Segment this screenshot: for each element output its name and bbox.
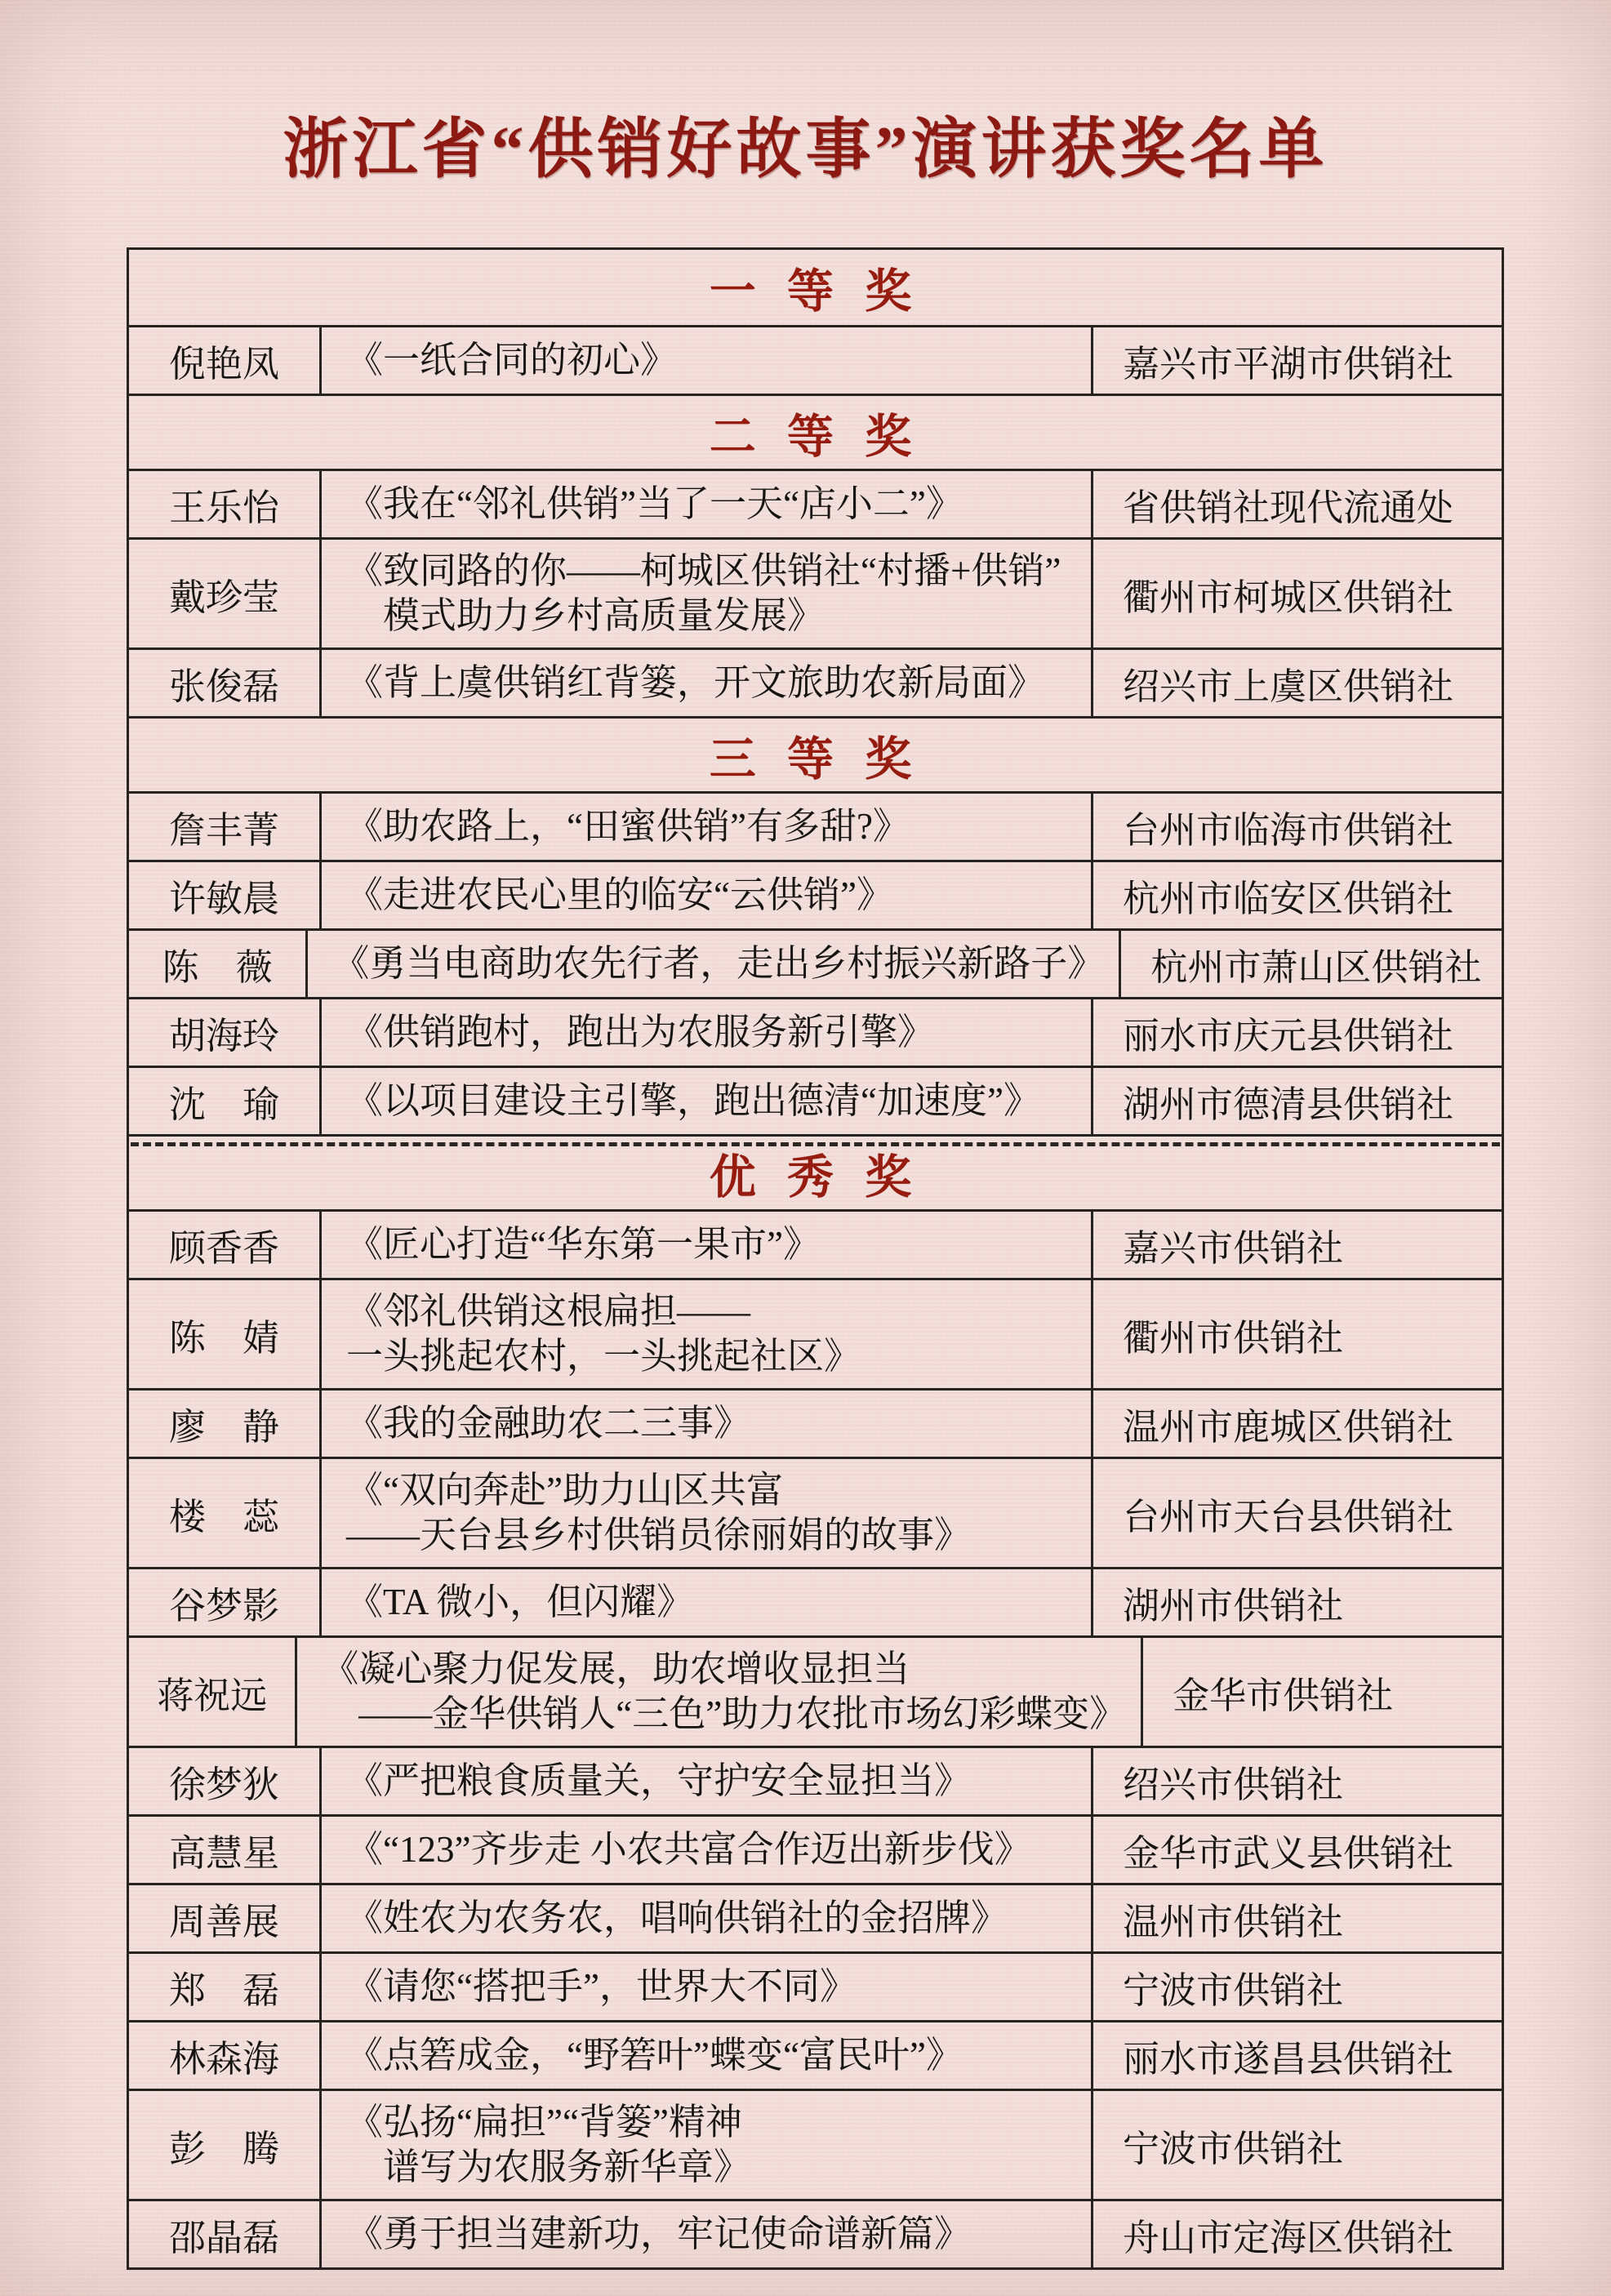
organization: 省供销社现代流通处 xyxy=(1123,487,1454,528)
award-row xyxy=(129,1567,1502,1635)
speech-title xyxy=(322,1391,1093,1457)
speech-title-line: 《勇当电商助农先行者，走出乡村振兴新路子》 xyxy=(332,943,1105,984)
award-row xyxy=(129,928,1502,997)
award-row xyxy=(129,997,1502,1066)
winner-name: 王乐怡 xyxy=(129,471,322,537)
speech-title-line: 《“123”齐步走 小农共富合作迈出新步伐》 xyxy=(346,1829,1031,1870)
winner-name: 彭 腾 xyxy=(129,2091,322,2199)
award-row xyxy=(129,1209,1502,1278)
speech-title xyxy=(322,1068,1093,1134)
awards-table xyxy=(127,247,1504,2270)
speech-title xyxy=(322,1748,1093,1814)
organization: 宁波市供销社 xyxy=(1123,2128,1344,2169)
winner-name: 沈 瑜 xyxy=(129,1068,322,1134)
organization: 丽水市庆元县供销社 xyxy=(1123,1016,1454,1057)
section-label: 三 等 奖 xyxy=(709,733,922,785)
winner-name: 陈 薇 xyxy=(129,931,308,997)
speech-title xyxy=(322,650,1093,716)
speech-title-line: 《致同路的你——柯城区供销社“村播+供销” xyxy=(346,550,1061,591)
winner-name: 郑 磊 xyxy=(129,1954,322,2020)
speech-title xyxy=(322,1817,1093,1883)
organization: 杭州市临安区供销社 xyxy=(1123,879,1454,919)
award-row xyxy=(129,791,1502,860)
speech-title-line: ——天台县乡村供销员徐丽娟的故事》 xyxy=(346,1515,972,1555)
speech-title xyxy=(322,2091,1093,2199)
speech-title xyxy=(322,1212,1093,1278)
speech-title-line: 《以项目建设主引擎，跑出德清“加速度”》 xyxy=(346,1080,1040,1121)
speech-title xyxy=(322,1459,1093,1567)
speech-title xyxy=(322,327,1093,394)
section-header xyxy=(129,250,1502,325)
speech-title-line: 《请您“搭把手”，世界大不同》 xyxy=(346,1966,857,2007)
award-row xyxy=(129,2199,1502,2267)
speech-title xyxy=(322,2022,1093,2089)
speech-title xyxy=(322,1885,1093,1951)
speech-title-line: 《匠心打造“华东第一果市”》 xyxy=(346,1224,820,1265)
winner-name: 胡海玲 xyxy=(129,999,322,1066)
speech-title xyxy=(322,794,1093,860)
speech-title-line: 一头挑起农村，一头挑起社区》 xyxy=(346,1336,861,1377)
organization: 嘉兴市供销社 xyxy=(1123,1228,1344,1269)
section-label: 一 等 奖 xyxy=(709,266,922,318)
award-row xyxy=(129,1066,1502,1134)
speech-title-line: 《一纸合同的初心》 xyxy=(346,340,678,380)
winner-name: 廖 静 xyxy=(129,1391,322,1457)
award-row xyxy=(129,1746,1502,1814)
award-row xyxy=(129,1635,1502,1746)
section-header xyxy=(129,1134,1502,1209)
award-row xyxy=(129,2020,1502,2089)
speech-title-line: 《供销跑村，跑出为农服务新引擎》 xyxy=(346,1012,935,1052)
winner-name: 倪艳凤 xyxy=(129,327,322,394)
organization: 衢州市供销社 xyxy=(1123,1317,1344,1359)
award-row xyxy=(129,1457,1502,1567)
winner-name: 许敏晨 xyxy=(129,862,322,928)
section-label: 优 秀 奖 xyxy=(709,1151,922,1204)
organization: 湖州市供销社 xyxy=(1123,1586,1344,1626)
section-header xyxy=(129,716,1502,791)
organization: 衢州市柯城区供销社 xyxy=(1123,576,1454,618)
speech-title xyxy=(297,1638,1143,1746)
speech-title-line: 《背上虞供销红背篓，开文旅助农新局面》 xyxy=(346,662,1045,703)
award-row xyxy=(129,1951,1502,2020)
speech-title-line: 《TA 微小，但闪耀》 xyxy=(346,1582,694,1622)
section-header xyxy=(129,394,1502,469)
award-row xyxy=(129,469,1502,537)
winner-name: 张俊磊 xyxy=(129,650,322,716)
speech-title xyxy=(322,862,1093,928)
organization: 丽水市遂昌县供销社 xyxy=(1123,2039,1454,2080)
organization: 温州市鹿城区供销社 xyxy=(1123,1407,1454,1448)
speech-title-line: 《我的金融助农二三事》 xyxy=(346,1403,751,1444)
organization: 舟山市定海区供销社 xyxy=(1123,2218,1454,2258)
organization: 金华市供销社 xyxy=(1173,1675,1394,1716)
winner-name: 邵晶磊 xyxy=(129,2201,322,2267)
winner-name: 蒋祝远 xyxy=(129,1638,297,1746)
speech-title xyxy=(322,2201,1093,2267)
speech-title-line: ——金华供销人“三色”助力农批市场幻彩蝶变》 xyxy=(322,1693,1127,1734)
speech-title-line: 《走进农民心里的临安“云供销”》 xyxy=(346,874,893,915)
speech-title-line: 《“双向奔赴”助力山区共富 xyxy=(346,1470,783,1511)
award-row xyxy=(129,325,1502,394)
award-row xyxy=(129,1814,1502,1883)
speech-title-line: 模式助力乡村高质量发展》 xyxy=(346,595,825,636)
organization: 金华市武义县供销社 xyxy=(1123,1833,1454,1874)
organization: 绍兴市供销社 xyxy=(1123,1764,1344,1805)
winner-name: 陈 婧 xyxy=(129,1280,322,1388)
winner-name: 谷梦影 xyxy=(129,1569,322,1635)
speech-title-line: 《姓农为农务农，唱响供销社的金招牌》 xyxy=(346,1898,1008,1938)
organization: 绍兴市上虞区供销社 xyxy=(1123,666,1454,707)
organization: 台州市临海市供销社 xyxy=(1123,810,1454,851)
organization: 温州市供销社 xyxy=(1123,1902,1344,1942)
award-row xyxy=(129,537,1502,647)
speech-title xyxy=(322,999,1093,1066)
award-row xyxy=(129,860,1502,928)
winner-name: 詹丰菁 xyxy=(129,794,322,860)
organization: 湖州市德清县供销社 xyxy=(1123,1084,1454,1125)
award-row xyxy=(129,2089,1502,2199)
speech-title xyxy=(308,931,1121,997)
speech-title-line: 《点箬成金，“野箬叶”蝶变“富民叶”》 xyxy=(346,2035,963,2076)
speech-title xyxy=(322,1954,1093,2020)
organization: 台州市天台县供销社 xyxy=(1123,1496,1454,1537)
speech-title xyxy=(322,1569,1093,1635)
speech-title-line: 《勇于担当建新功，牢记使命谱新篇》 xyxy=(346,2214,972,2254)
organization: 杭州市萧山区供销社 xyxy=(1150,947,1482,988)
winner-name: 林森海 xyxy=(129,2022,322,2089)
award-row xyxy=(129,1883,1502,1951)
speech-title-line: 《助农路上，“田蜜供销”有多甜?》 xyxy=(346,806,910,847)
organization: 嘉兴市平湖市供销社 xyxy=(1123,344,1454,385)
speech-title-line: 《严把粮食质量关，守护安全显担当》 xyxy=(346,1760,972,1801)
winner-name: 高慧星 xyxy=(129,1817,322,1883)
speech-title-line: 《弘扬“扁担”“背篓”精神 xyxy=(346,2102,742,2142)
award-row xyxy=(129,1278,1502,1388)
page-title: 浙江省“供销好故事”演讲获奖名单 xyxy=(283,114,1328,186)
speech-title xyxy=(322,540,1093,647)
speech-title xyxy=(322,1280,1093,1388)
speech-title-line: 《凝心聚力促发展，助农增收显担当 xyxy=(322,1649,910,1689)
winner-name: 徐梦狄 xyxy=(129,1748,322,1814)
winner-name: 周善展 xyxy=(129,1885,322,1951)
winner-name: 顾香香 xyxy=(129,1212,322,1278)
speech-title-line: 《我在“邻礼供销”当了一天“店小二”》 xyxy=(346,483,963,524)
award-row xyxy=(129,1388,1502,1457)
winner-name: 戴珍莹 xyxy=(129,540,322,647)
speech-title-line: 《邻礼供销这根扁担—— xyxy=(346,1291,751,1332)
winner-name: 楼 蕊 xyxy=(129,1459,322,1567)
speech-title-line: 谱写为农服务新华章》 xyxy=(346,2147,751,2187)
section-label: 二 等 奖 xyxy=(709,411,922,463)
speech-title xyxy=(322,471,1093,537)
award-row xyxy=(129,647,1502,716)
organization: 宁波市供销社 xyxy=(1123,1970,1344,2011)
